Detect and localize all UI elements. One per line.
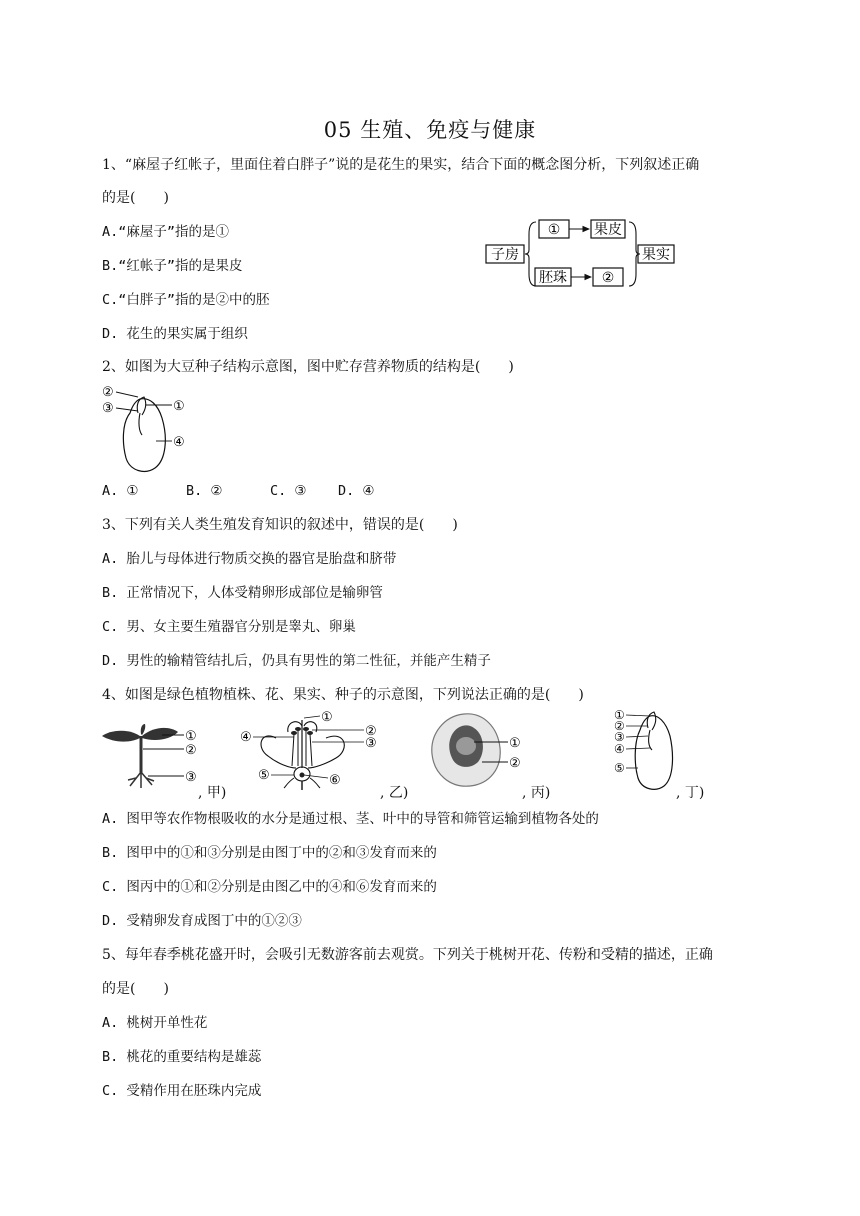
- ovule-label: 胚珠: [539, 270, 567, 286]
- page-title: 05 生殖、免疫与健康: [323, 118, 537, 142]
- q2-option-a: A. ①: [102, 483, 139, 499]
- q1-option-c: C.“白胖子”指的是②中的胚: [102, 292, 270, 308]
- q4-figure-yi-flower: [238, 708, 388, 790]
- ding-label-3: ③: [614, 730, 625, 744]
- q4-caption-bing: , 丙): [522, 785, 551, 801]
- q4-option-c: C. 图丙中的①和②分别是由图乙中的④和⑥发育而来的: [102, 879, 437, 895]
- bing-label-1: ①: [509, 736, 521, 751]
- q4-caption-jia: , 甲): [198, 785, 227, 801]
- circle2-label: ②: [601, 270, 615, 286]
- q4-option-a: A. 图甲等农作物根吸收的水分是通过根、茎、叶中的导管和筛管运输到植物各处的: [102, 811, 599, 827]
- q1-option-d: D. 花生的果实属于组织: [102, 326, 248, 342]
- fruit-seed: [456, 737, 476, 755]
- fruit-label: 果实: [642, 247, 670, 263]
- petal-left: [261, 736, 296, 768]
- yi-label-6: ⑥: [329, 773, 341, 788]
- ding-radicle: [649, 730, 652, 750]
- ovary-label: 子房: [491, 247, 519, 263]
- yi-label-5: ⑤: [258, 768, 270, 783]
- q5-stem-line1: 5、每年春季桃花盛开时，会吸引无数游客前去观赏。下列关于桃树开花、传粉和受精的描述，正确: [102, 947, 713, 963]
- q4-caption-yi: , 乙): [380, 785, 409, 801]
- q4-option-b: B. 图甲中的①和③分别是由图丁中的②和③发育而来的: [102, 845, 437, 861]
- q4-figure-jia-plant: [100, 722, 205, 790]
- q1-concept-diagram: [483, 214, 678, 290]
- radicle: [139, 413, 142, 435]
- q2-options: [102, 482, 375, 500]
- q3-stem: 3、下列有关人类生殖发育知识的叙述中，错误的是( ): [102, 517, 458, 533]
- q1-stem-line2: 的是( ): [102, 190, 169, 206]
- leaf-right: [142, 728, 178, 740]
- ding-leader-1: [626, 715, 650, 716]
- q5-option-a: A. 桃树开单性花: [102, 1015, 208, 1031]
- ding-label-4: ④: [614, 742, 625, 756]
- q1-option-b: B.“红帐子”指的是果皮: [102, 258, 243, 274]
- q4-stem: 4、如图是绿色植物植株、花、果实、种子的示意图，下列说法正确的是( ): [102, 687, 584, 703]
- ding-plumule: [647, 712, 655, 730]
- seed-label-3: ③: [102, 401, 114, 416]
- q2-option-c: C. ③: [270, 483, 307, 499]
- q2-soybean-seed-figure: [100, 383, 195, 478]
- ding-label-1: ①: [614, 708, 625, 722]
- q1-option-a: A.“麻屋子”指的是①: [102, 224, 230, 240]
- left-brace: [525, 222, 536, 286]
- q4-caption-ding: , 丁): [676, 785, 705, 801]
- q2-option-d: D. ④: [338, 483, 375, 499]
- q3-option-d: D. 男性的输精管结扎后，仍具有男性的第二性征，并能产生精子: [102, 653, 491, 669]
- ding-leader-3: [626, 736, 648, 737]
- q2-option-b: B. ②: [186, 483, 223, 499]
- pericarp-label: 果皮: [594, 222, 622, 238]
- q5-option-c: C. 受精作用在胚珠内完成: [102, 1083, 262, 1099]
- circle1-label: ①: [547, 222, 561, 238]
- bing-label-2: ②: [509, 756, 521, 771]
- leader-3: [116, 408, 138, 411]
- q3-option-c: C. 男、女主要生殖器官分别是睾丸、卵巢: [102, 619, 356, 635]
- q4-option-d: D. 受精卵发育成图丁中的①②③: [102, 913, 302, 929]
- q3-option-a: A. 胎儿与母体进行物质交换的器官是胎盘和脐带: [102, 551, 397, 567]
- seed-label-2: ②: [102, 385, 114, 400]
- ding-label-5: ⑤: [614, 761, 625, 775]
- q3-option-b: B. 正常情况下，人体受精卵形成部位是输卵管: [102, 585, 383, 601]
- ding-label-2: ②: [614, 719, 625, 733]
- ding-leader-4: [626, 748, 650, 749]
- yi-label-2: ②: [365, 724, 377, 739]
- seed-label-4: ④: [173, 435, 185, 450]
- bud: [141, 724, 146, 735]
- jia-label-2: ②: [185, 743, 197, 758]
- q4-figure-ding-seed: [612, 706, 692, 794]
- yi-label-1: ①: [321, 710, 333, 725]
- anther-4: [307, 731, 313, 735]
- yi-leader-6: [304, 775, 328, 778]
- roots: [128, 772, 154, 788]
- anther-3: [303, 727, 309, 731]
- seed-label-1: ①: [173, 399, 185, 414]
- leaf-left: [102, 731, 140, 742]
- q5-stem-line2: 的是( ): [102, 981, 169, 997]
- anther-2: [295, 727, 301, 731]
- q2-stem: 2、如图为大豆种子结构示意图，图中贮存营养物质的结构是( ): [102, 359, 514, 375]
- q1-stem-line1: 1、“麻屋子红帐子，里面住着白胖子”说的是花生的果实，结合下面的概念图分析，下列叙述正确: [102, 157, 700, 173]
- q5-option-b: B. 桃花的重要结构是雄蕊: [102, 1049, 262, 1065]
- petal-right: [308, 736, 344, 768]
- yi-leader-1: [304, 716, 320, 718]
- leader-2: [116, 392, 138, 397]
- jia-label-3: ③: [185, 770, 197, 785]
- ovule: [300, 773, 305, 778]
- q4-figure-bing-fruit: [426, 710, 526, 790]
- yi-label-3: ③: [365, 736, 377, 751]
- jia-label-1: ①: [185, 729, 197, 744]
- yi-label-4: ④: [240, 730, 252, 745]
- anther-1: [291, 731, 297, 735]
